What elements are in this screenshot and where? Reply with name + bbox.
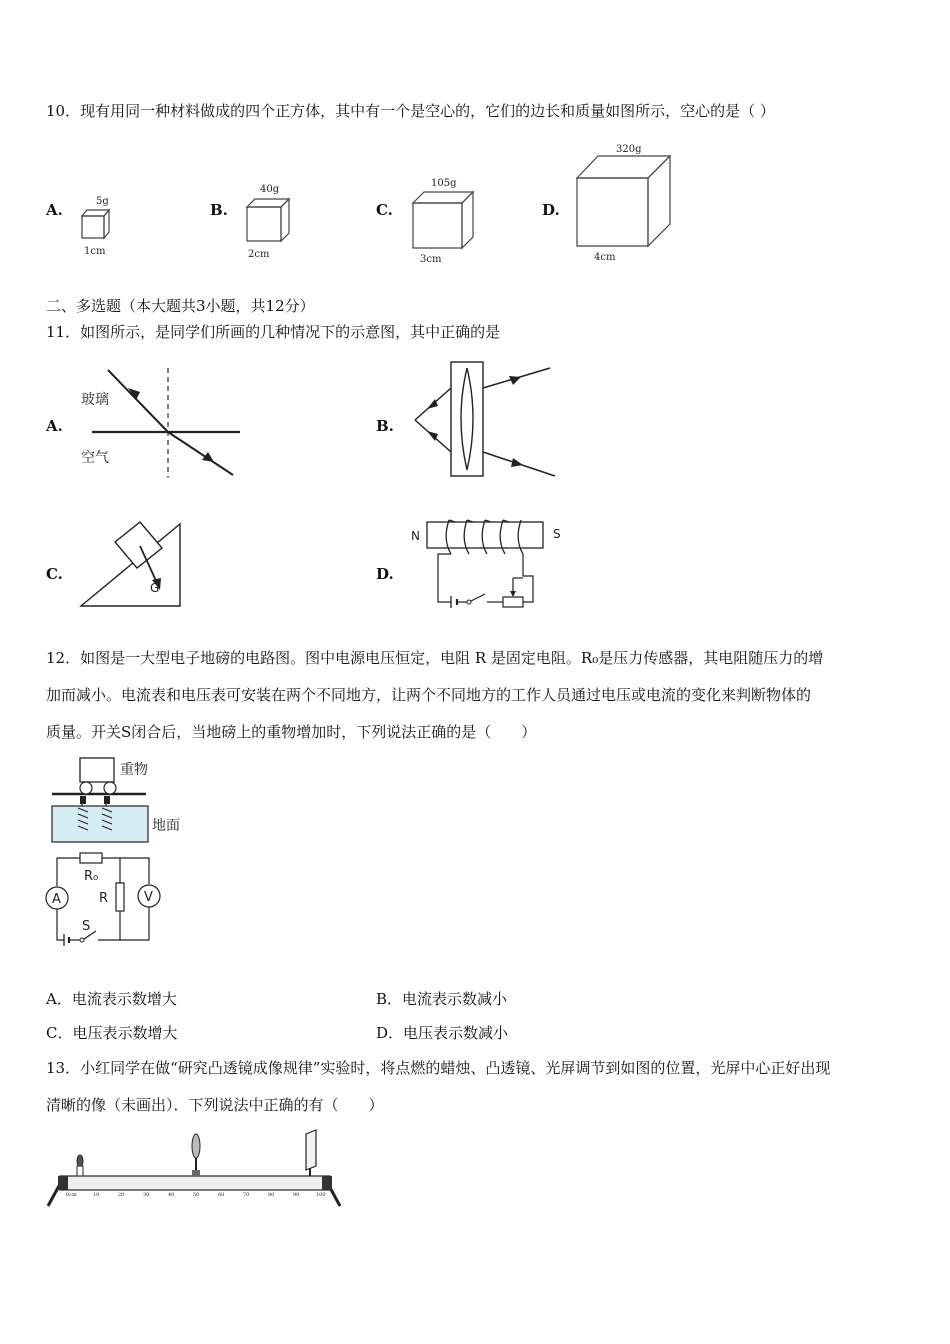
q13-figure-optical-bench [44,1128,344,1210]
ammeter-label: A [52,892,61,907]
q12-stem-line3: 质量。开关S闭合后，当地磅上的重物增加时，下列说法正确的是（ ） [46,723,537,741]
scale-labels [66,1192,326,1198]
scale-20: 20 [118,1192,125,1198]
q12-option-b: B．电流表示数减小 [376,990,508,1008]
r0-label: R₀ [84,869,99,884]
scale-80: 80 [268,1192,275,1198]
scale-60: 60 [218,1192,225,1198]
medium-glass-label: 玻璃 [81,392,109,408]
cube-b-mass: 40g [260,184,280,195]
voltmeter-label: V [144,890,153,905]
q10-cube-d [570,140,680,266]
q10-option-d-letter: D. [542,201,560,219]
q11-option-d-letter: D. [376,565,394,583]
q11-figure-d-solenoid [405,514,565,614]
q10-option-a-letter: A. [46,201,63,219]
q11-option-c-letter: C. [46,565,63,583]
force-g-label: G [150,581,160,595]
q11-stem: 11．如图所示，是同学们所画的几种情况下的示意图，其中正确的是 [46,323,501,341]
q10-stem: 10．现有用同一种材料做成的四个正方体，其中有一个是空心的，它们的边长和质量如图所示，空心的是（ ） [46,102,775,120]
cube-a-mass: 5g [96,196,109,207]
q12-figure-weighbridge [42,756,202,951]
scale-30: 30 [143,1192,150,1198]
q12-stem-line2: 加而减小。电流表和电压表可安装在两个不同地方，让两个不同地方的工作人员通过电压或电流的变化来判断物体的 [46,686,812,704]
scale-10: 10 [93,1192,100,1198]
cube-c-mass: 105g [431,178,457,189]
weight-label: 重物 [120,762,148,778]
q11-option-b-letter: B. [376,417,394,435]
pole-n-label: N [411,529,420,543]
q10-option-b-letter: B. [210,201,228,219]
q11-figure-c-incline [78,512,188,612]
scale-70: 70 [243,1192,250,1198]
scale-100: 100 [316,1192,326,1198]
scale-40: 40 [168,1192,175,1198]
medium-air-label: 空气 [81,450,109,466]
q10-cube-b [240,180,300,264]
q12-option-a: A．电流表示数增大 [46,990,177,1008]
cube-c-side: 3cm [420,254,442,265]
cube-d-mass: 320g [616,144,642,155]
q12-option-c: C．电压表示数增大 [46,1024,178,1042]
q13-stem-line2: 清晰的像（未画出）．下列说法中正确的有（ ） [46,1096,384,1114]
cube-d-side: 4cm [594,252,616,263]
resistor-r-label: R [99,891,109,906]
q13-stem-line1: 13．小红同学在做“研究凸透镜成像规律”实验时，将点燃的蜡烛、凸透镜、光屏调节到如图的位置，光屏中心正好出现 [46,1059,831,1077]
ground-label: 地面 [152,818,180,834]
q11-figure-b-lens [405,358,565,483]
cube-a-side: 1cm [84,246,106,257]
q12-option-d: D．电压表示数减小 [376,1024,509,1042]
scale-50: 50 [193,1192,200,1198]
cube-b-side: 2cm [248,249,270,260]
q10-cube-c [406,172,482,266]
switch-s-label: S [82,919,91,934]
q10-cube-a [78,190,118,262]
q11-option-a-letter: A. [46,417,63,435]
scale-0: 0cm [66,1192,77,1198]
q10-option-c-letter: C. [376,201,393,219]
pole-s-label: S [553,527,561,541]
q11-figure-a-refraction [78,360,248,485]
scale-90: 90 [293,1192,300,1198]
q12-stem-line1: 12．如图是一大型电子地磅的电路图。图中电源电压恒定，电阻 R 是固定电阻。R₀是压力传感器，其电阻随压力的增 [46,649,824,667]
section-title: 二、多选题（本大题共3小题，共12分） [46,297,315,315]
